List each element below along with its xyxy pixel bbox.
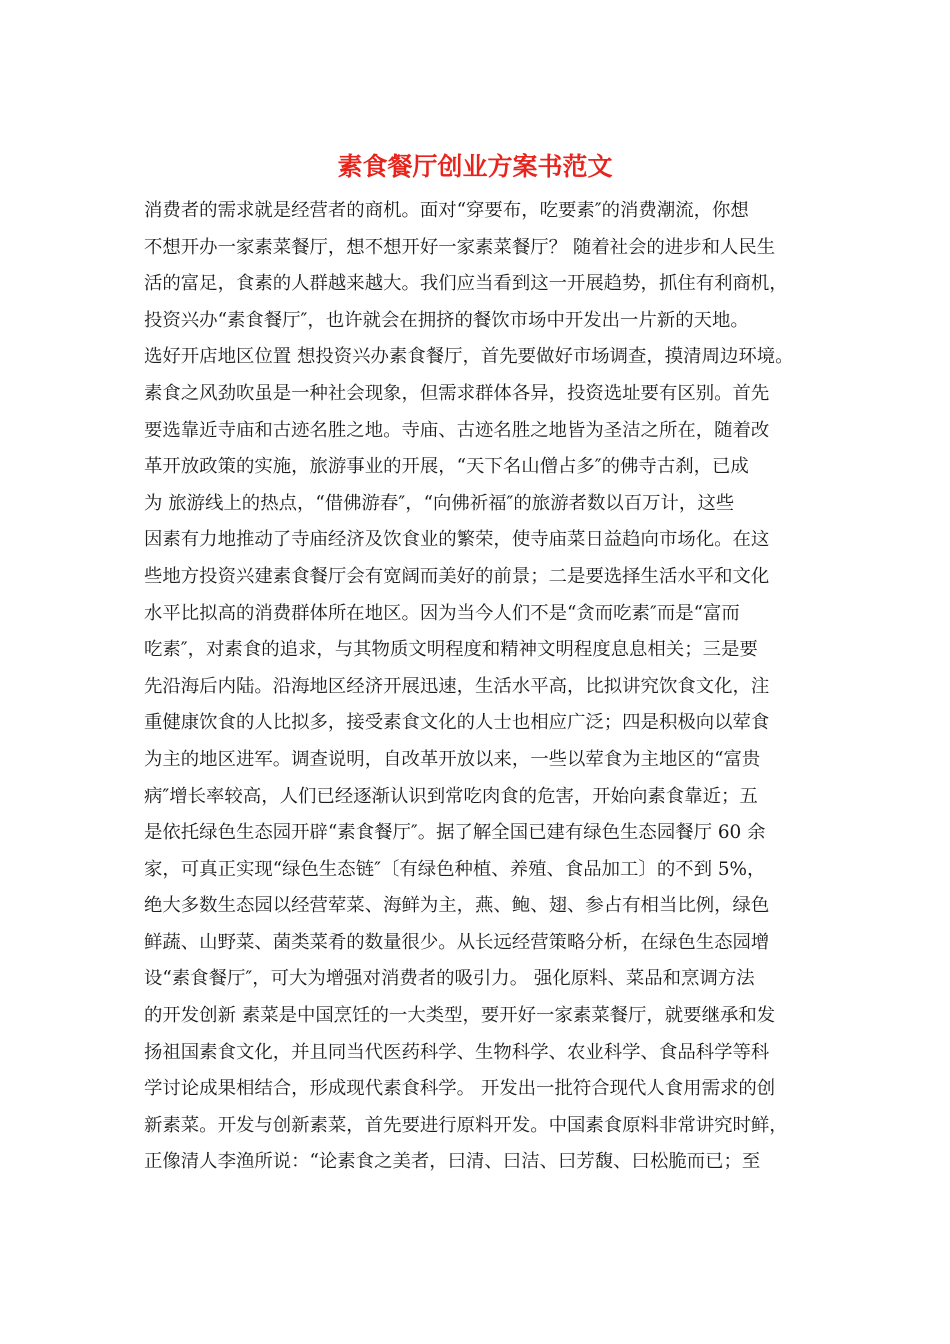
text-line: 不想开办一家素菜餐厅，想不想开好一家素菜餐厅？ 随着社会的进步和人民生 [144, 236, 776, 258]
text-line: 家，可真正实现“绿色生态链″〔有绿色种植、养殖、食品加工〕的不到 5%， [144, 858, 766, 880]
text-line: 为主的地区进军。调查说明，自改革开放以来，一些以荤食为主地区的“富贵 [144, 748, 761, 770]
text-line: 设“素食餐厅″，可大为增强对消费者的吸引力。 强化原料、菜品和烹调方法 [144, 968, 755, 990]
text-line: 革开放政策的实施，旅游事业的开展，“天下名山僧占多″的佛寺古刹，已成 [144, 456, 749, 478]
text-line: 先沿海后内陆。沿海地区经济开展迅速，生活水平高，比拟讲究饮食文化，注 [144, 675, 770, 697]
text-line: 投资兴办“素食餐厅″，也许就会在拥挤的餐饮市场中开发出一片新的天地。 [144, 309, 749, 331]
text-line: 绝大多数生态园以经营荤菜、海鲜为主，燕、鲍、翅、参占有相当比例，绿色 [144, 895, 770, 917]
text-line: 新素菜。开发与创新素菜，首先要进行原料开发。中国素食原料非常讲究时鲜， [144, 1114, 788, 1136]
text-line: 重健康饮食的人比拟多，接受素食文化的人士也相应广泛；四是积极向以荤食 [144, 712, 770, 734]
text-line: 活的富足，食素的人群越来越大。我们应当看到这一开展趋势，抓住有利商机， [144, 273, 788, 295]
document-title: 素食餐厅创业方案书范文 [337, 152, 613, 181]
text-line: 鲜蔬、山野菜、菌类菜肴的数量很少。从长远经营策略分析，在绿色生态园增 [144, 931, 770, 953]
text-line: 吃素″，对素食的追求，与其物质文明程度和精神文明程度息息相关；三是要 [144, 639, 758, 661]
text-line: 学讨论成果相结合，形成现代素食科学。 开发出一批符合现代人食用需求的创 [144, 1078, 776, 1100]
text-line: 消费者的需求就是经营者的商机。面对“穿要布，吃要素″的消费潮流，你想 [144, 200, 749, 221]
text-line: 是依托绿色生态园开辟“素食餐厅″。据了解全国已建有绿色生态园餐厅 60 余 [144, 822, 766, 844]
text-line: 因素有力地推动了寺庙经济及饮食业的繁荣，使寺庙菜日益趋向市场化。在这 [144, 529, 770, 551]
text-line: 正像清人李渔所说：“论素食之美者，曰清、曰洁、曰芳馥、曰松脆而已；至 [144, 1151, 761, 1173]
text-line: 水平比拟高的消费群体所在地区。因为当今人们不是“贪而吃素″而是“富而 [144, 602, 740, 624]
text-line: 素食之风劲吹虽是一种社会现象，但需求群体各异，投资选址要有区别。首先 [144, 382, 770, 404]
text-line: 的开发创新 素菜是中国烹饪的一大类型，要开好一家素菜餐厅，就要继承和发 [144, 1005, 776, 1027]
text-line: 些地方投资兴建素食餐厅会有宽阔而美好的前景；二是要选择生活水平和文化 [144, 565, 770, 587]
text-line: 为 旅游线上的热点，“借佛游春″，“向佛祈福″的旅游者数以百万计，这些 [144, 492, 735, 514]
text-line: 病″增长率较高，人们已经逐渐认识到常吃肉食的危害，开始向素食靠近；五 [144, 785, 758, 807]
document-body [144, 193, 824, 1181]
text-line: 选好开店地区位置 想投资兴办素食餐厅，首先要做好市场调查，摸清周边环境。 [144, 346, 794, 368]
text-line: 要选靠近寺庙和古迹名胜之地。寺庙、古迹名胜之地皆为圣洁之所在，随着改 [144, 419, 770, 441]
text-line: 扬祖国素食文化，并且同当代医药科学、生物科学、农业科学、食品科学等科 [144, 1041, 770, 1063]
